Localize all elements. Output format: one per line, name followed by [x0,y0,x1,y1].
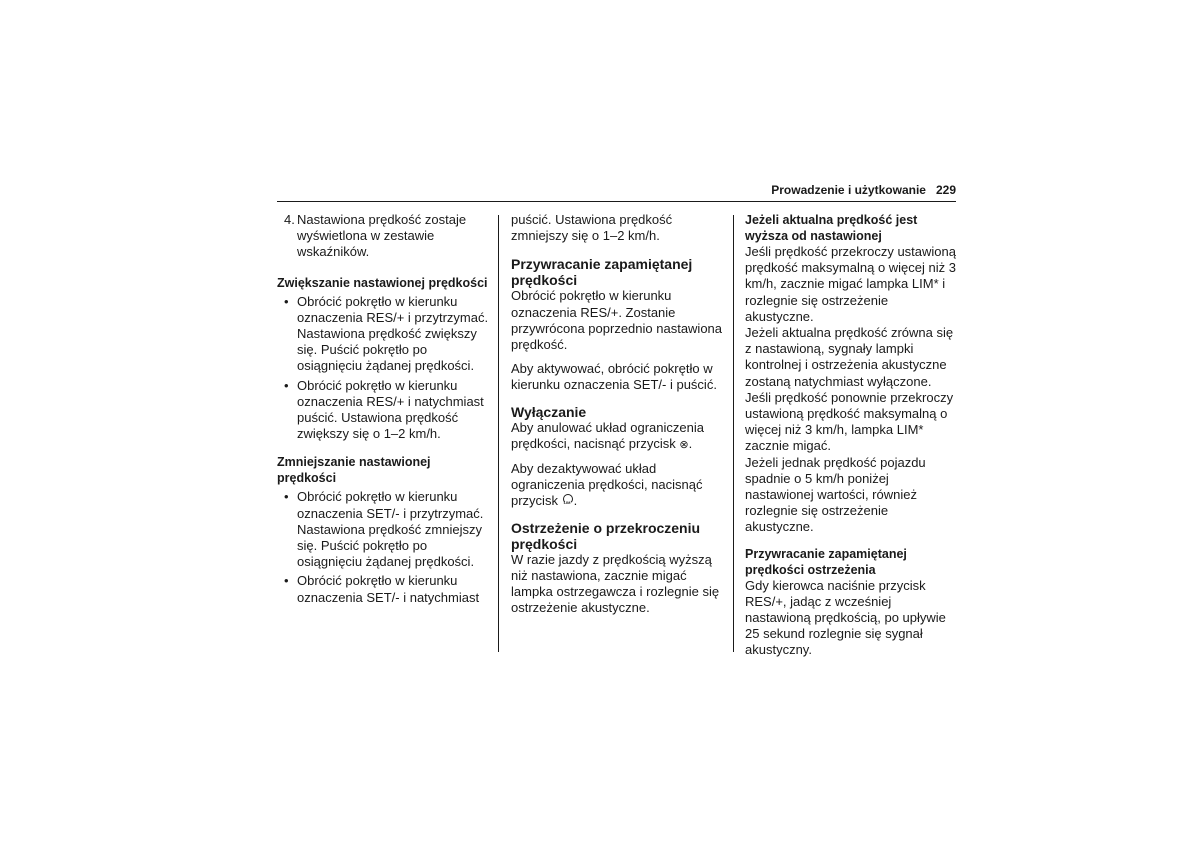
bullet-icon: • [284,293,289,309]
paragraph-cancel [511,420,723,453]
column-divider-1 [498,215,499,652]
column-1 [277,212,489,606]
paragraph: Jeśli prędkość ponownie przekroczy ustawioną prędkość maksymalną o więcej niż 3 km/h, lampka LIM* zacznie migać. [745,389,954,454]
page-number: 229 [935,183,956,197]
paragraph: Aby aktywować, obrócić pokrętło w kierunku oznaczenia SET/- i puścić. [511,361,717,393]
heading-disable: Wyłączanie [511,403,587,420]
heading-restore-warning-speed: Przywracanie zapamiętanej prędkości ostrzeżenia [745,546,907,577]
continued-text: puścić. Ustawiona prędkość zmniejszy się o 1–2 km/h. [511,212,673,244]
column-3 [745,212,956,659]
heading-decrease-speed: Zmniejszanie nastawionej prędkości [277,455,431,486]
paragraph: Gdy kierowca naciśnie przycisk RES/+, jadąc z wcześniej nastawioną prędkością, po upływie 25 sekund rozlegnie się sygnał akustyczny. [745,577,946,658]
cancel-button-icon: ⊗ [679,438,689,451]
paragraph: Obrócić pokrętło w kierunku oznaczenia RES/+. Zostanie przywrócona poprzednio nastawiona prędkość. [511,288,723,353]
heading-speed-higher: Jeżeli aktualna prędkość jest wyższa od nastawionej [745,213,918,243]
paragraph: Jeżeli jednak prędkość pojazdu spadnie o 5 km/h poniżej nastawionej wartości, również rozlegnie się ostrzeżenie akustyczne. [745,454,926,535]
list-item-text: Obrócić pokrętło w kierunku oznaczenia SET/- i natychmiast [297,573,480,605]
running-header [771,183,956,197]
list-item [277,378,489,443]
heading-overspeed-warning: Ostrzeżenie o przekroczeniu prędkości [511,519,701,552]
bullet-icon: • [284,377,289,393]
header-rule [277,201,956,202]
numbered-step-4 [277,212,489,261]
heading-restore-speed: Przywracanie zapamiętanej prędkości [511,256,693,289]
list-item [277,294,489,375]
column-divider-2 [733,215,734,652]
bullet-icon: • [284,489,289,505]
lim-button-icon [562,493,574,507]
step-text: Nastawiona prędkość zostaje wyświetlona w zestawie wskaźników. [297,212,467,260]
paragraph: Jeżeli aktualna prędkość zrówna się z nastawioną, sygnały lampki kontrolnej i ostrzeżenia akustyczne zostaną natychmiast wyłączone. [745,325,954,389]
paragraph: W razie jazdy z prędkością wyższą niż nastawiona, zacznie migać lampka ostrzegawcza i rozlegnie się ostrzeżenie akustyczne. [511,551,720,616]
step-number: 4. [284,212,295,227]
paragraph-text: Aby anulować układ ograniczenia prędkości, nacisnąć przycisk [511,419,704,451]
lim-icon-label: LIM [563,500,571,506]
list-item-text: Obrócić pokrętło w kierunku oznaczenia RES/+ i natychmiast puścić. Ustawiona prędkość zwiększy się o 1–2 km/h. [297,377,484,442]
paragraph-text: Aby dezaktywować układ ograniczenia prędkości, nacisnąć przycisk [511,461,703,509]
paragraph: Jeśli prędkość przekroczy ustawioną prędkość maksymalną o więcej niż 3 km/h, zacznie migać lampka LIM* i rozlegnie się ostrzeżenie akustyczne. [745,244,956,324]
paragraph-deactivate [511,461,723,510]
list-item [277,573,489,605]
bullet-icon: • [284,573,289,589]
sentence-end: . [688,435,693,451]
column-2 [511,212,723,616]
header-title: Prowadzenie i użytkowanie [771,183,926,197]
list-item-text: Obrócić pokrętło w kierunku oznaczenia RES/+ i przytrzymać. Nastawiona prędkość zwiększy się. Puścić pokrętło po osiągnięciu żądanej prędkości. [297,293,489,374]
list-item [277,489,489,570]
heading-increase-speed: Zwiększanie nastawionej prędkości [277,275,488,290]
list-item-text: Obrócić pokrętło w kierunku oznaczenia SET/- i przytrzymać. Nastawiona prędkość zmniejszy się. Puścić pokrętło po osiągnięciu żądanej prędkości. [297,489,484,570]
sentence-end: . [573,493,578,509]
